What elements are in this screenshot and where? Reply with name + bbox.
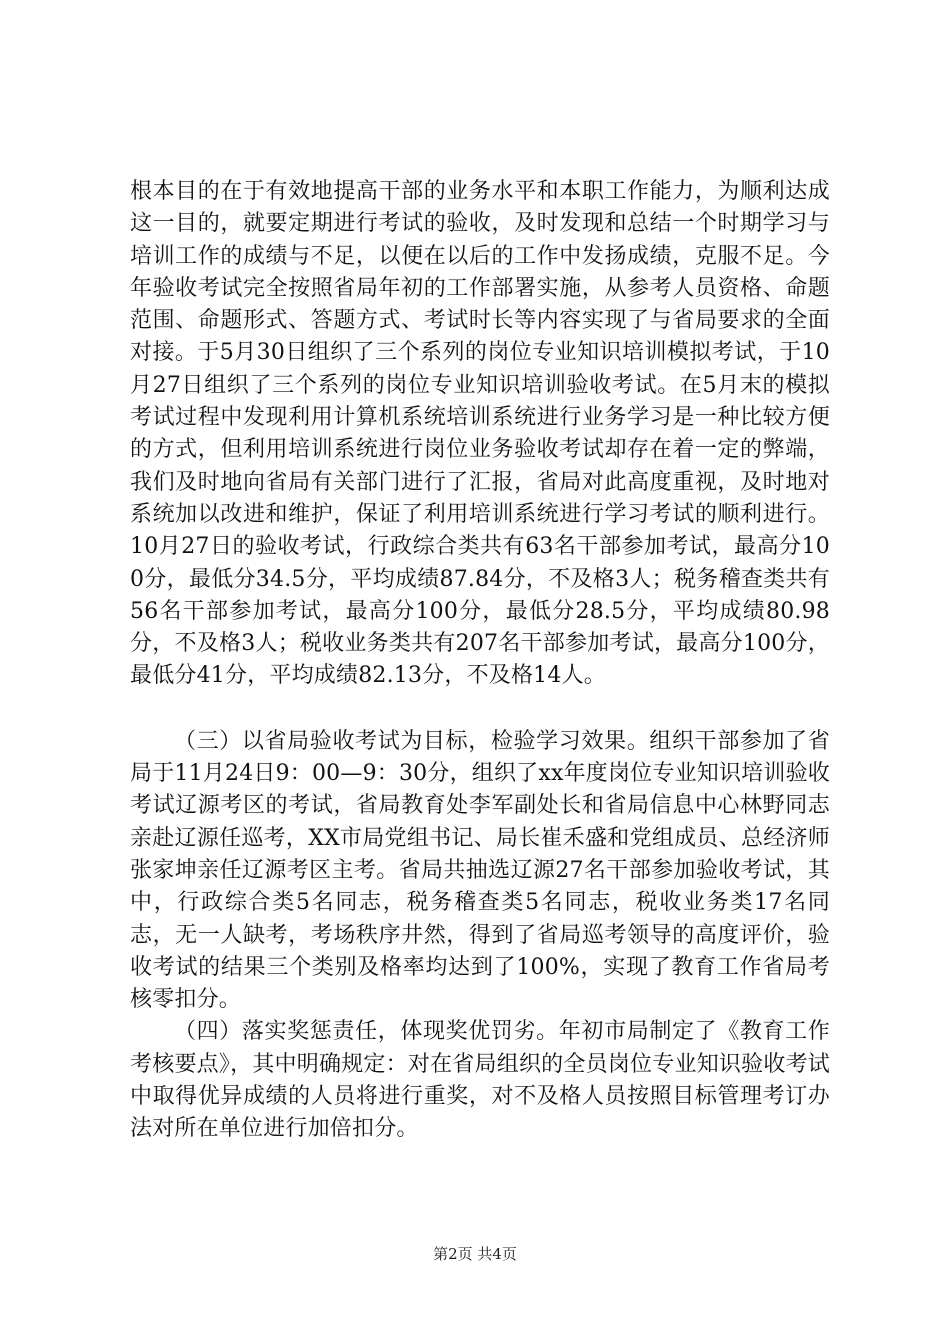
paragraph-exam-results: 根本目的在于有效地提高干部的业务水平和本职工作能力，为顺利达成这一目的，就要定期进行考试的验收，及时发现和总结一个时期学习与培训工作的成绩与不足，以便在以后的工作中发扬成绩，克服不足。今年验收考试完全按照省局年初的工作部署实施，从参考人员资格、命题范围、命题形式、答题方式、考试时长等内容实现了与省局要求的全面对接。于5月30日组织了三个系列的岗位专业知识培训模拟考试，于10月27日组织了三个系列的岗位专业知识培训验收考试。在5月末的模拟考试过程中发现利用计算机系统培训系统进行业务学习是一种比较方便的方式，但利用培训系统进行岗位业务验收考试却存在着一定的弊端，我们及时地向省局有关部门进行了汇报，省局对此高度重视，及时地对系统加以改进和维护，保证了利用培训系统进行学习考试的顺利进行。10月27日的验收考试，行政综合类共有63名干部参加考试，最高分100分，最低分34.5分，平均成绩87.84分，不及格3人；税务稽查类共有56名干部参加考试，最高分100分，最低分28.5分，平均成绩80.98分，不及格3人；税收业务类共有207名干部参加考试，最高分100分，最低分41分，平均成绩82.13分，不及格14人。: [130, 179, 830, 689]
paragraph-rewards-penalties: （四）落实奖惩责任，体现奖优罚劣。年初市局制定了《教育工作考核要点》，其中明确规定：对在省局组织的全员岗位专业知识验收考试中取得优异成绩的人员将进行重奖，对不及格人员按照目标管理考订办法对所在单位进行加倍扣分。: [130, 1019, 830, 1142]
page-number-footer: 第2页 共4页: [433, 1245, 517, 1263]
document-body: [130, 176, 830, 1146]
paragraph-spacer: [130, 693, 830, 726]
paragraph-provincial-exam: （三）以省局验收考试为目标，检验学习效果。组织干部参加了省局于11月24日9：00—9：30分，组织了xx年度岗位专业知识培训验收考试辽源考区的考试，省局教育处李军副处长和省局信息中心林野同志亲赴辽源任巡考，XX市局党组书记、局长崔禾盛和党组成员、总经济师张家坤亲任辽源考区主考。省局共抽选辽源27名干部参加验收考试，其中，行政综合类5名同志，税务稽查类5名同志，税收业务类17名同志，无一人缺考，考场秩序井然，得到了省局巡考领导的高度评价，验收考试的结果三个类别及格率均达到了100%，实现了教育工作省局考核零扣分。: [130, 728, 830, 1013]
